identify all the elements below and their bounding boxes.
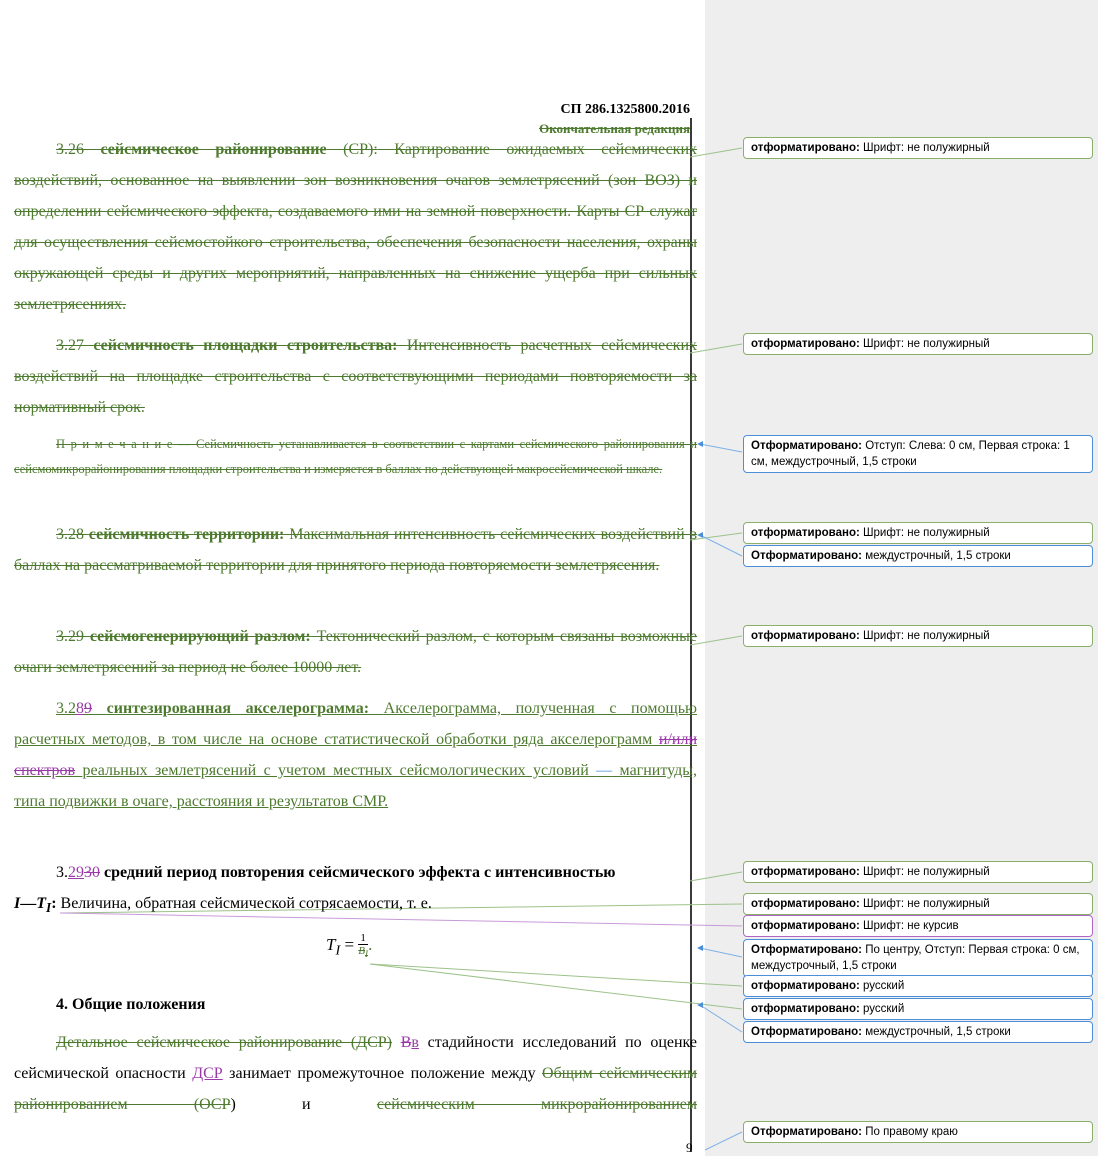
body-text: занимает промежуточное положение между: [229, 1065, 536, 1082]
clause-number-deleted: 30: [84, 864, 100, 881]
formula-tail: .: [368, 935, 373, 954]
clause-number: 3.: [56, 864, 68, 881]
term-symbol-t: T: [36, 895, 47, 912]
clause-number: 3.28: [56, 526, 84, 543]
comment-label: отформатировано:: [751, 338, 860, 350]
clause-term: средний период повторения сейсмического эффекта с интенсивностью: [104, 864, 616, 881]
clause-text: Величина, обратная сейсмической сотрясаемости, т. е.: [60, 895, 432, 912]
note-text: — Сейсмичность устанавливается в соответствии с картами сейсмического районирования и сейсмомикрорайонирования площадки строительства и измеряется в баллах по действующей макросейсмической шкале.: [14, 437, 697, 476]
formula-equals: =: [344, 935, 355, 954]
body-text: стадийности исследований по оценке сейсмической опасности: [14, 1034, 697, 1082]
section-heading: 4. Общие положения: [56, 996, 206, 1013]
paragraph-3-27: [14, 330, 697, 423]
paragraph-3-26: [14, 134, 697, 320]
paragraph-3-29: [14, 621, 697, 683]
comment-text: русский: [863, 1003, 905, 1015]
clause-text: Картирование ожидаемых сейсмических воздействий, основанное на выявлении зон возникновения очагов землетрясений (зон ВОЗ) и определении сейсмического эффекта, создаваемого ими на земной поверхности. Карты СР служат для осуществления сейсмостойкого строительства, обеспечения безопасности населения, охраны окружающей среды и других мероприятий, направленных на снижение ущерба при сильных землетрясениях.: [14, 141, 698, 313]
clause-number-inserted: 8: [76, 700, 84, 717]
clause-term: сейсмичность территории:: [88, 526, 285, 543]
comment-text: Шрифт: не полужирный: [863, 630, 990, 642]
page-number: 9: [686, 1140, 693, 1155]
formula: [326, 932, 372, 960]
comment-balloon[interactable]: [743, 522, 1093, 544]
paragraph-3-28: [14, 519, 697, 581]
edition-header: Окончательная редакция: [539, 121, 690, 136]
clause-term: сейсмичность площадки строительства:: [93, 337, 398, 354]
inserted-text: ДСР: [192, 1065, 223, 1082]
comment-text: Шрифт: не полужирный: [863, 527, 990, 539]
section-4-paragraph: [14, 1027, 697, 1120]
comment-label: отформатировано:: [751, 980, 860, 992]
paragraph-3-28-9: [14, 693, 697, 817]
comment-balloon[interactable]: [743, 333, 1093, 355]
clause-text: Акселерограмма, полученная с помощью расчетных методов, в том числе на основе статистической обработки ряда акселерограмм: [14, 700, 698, 748]
comment-label: Отформатировано:: [751, 440, 863, 452]
inserted-dash: —: [596, 762, 613, 779]
clause-number: 3.27: [56, 337, 84, 354]
term-dash: —: [20, 895, 37, 912]
term-colon: :: [51, 895, 57, 912]
comment-balloon[interactable]: [743, 435, 1093, 473]
comment-label: отформатировано:: [751, 630, 860, 642]
doc-code-header: СП 286.1325800.2016: [560, 102, 690, 117]
comment-label: отформатировано:: [751, 866, 860, 878]
comment-balloon[interactable]: [743, 915, 1093, 937]
clause-term: сейсмическое районирование: [100, 141, 327, 158]
note-label: П р и м е ч а н и е: [56, 437, 173, 451]
fraction-numerator: 1: [358, 932, 368, 945]
comment-label: Отформатировано:: [751, 550, 863, 562]
clause-text: Тектонический разлом, с которым связаны возможные очаги землетрясений за период не более 10000 лет.: [14, 628, 697, 676]
comment-text: междустрочный, 1,5 строки: [865, 1026, 1011, 1038]
denominator-symbol: B: [358, 945, 366, 957]
comment-balloon[interactable]: [743, 545, 1093, 567]
comment-balloon[interactable]: [743, 998, 1093, 1020]
comment-label: отформатировано:: [751, 527, 860, 539]
clause-number: 3.2: [56, 700, 76, 717]
deleted-text: Общим сейсмическим районированием (ОСР: [14, 1065, 697, 1113]
comment-text: Шрифт: не полужирный: [863, 898, 990, 910]
comment-balloon[interactable]: [743, 861, 1093, 883]
inserted-letter: в: [411, 1034, 419, 1051]
comment-text: Шрифт: не полужирный: [863, 866, 990, 878]
clause-text: Максимальная интенсивность сейсмических воздействий в баллах на рассматриваемой территории для принятого периода повторяемости землетрясения.: [14, 526, 697, 574]
term-symbol-i: I: [14, 895, 21, 912]
comment-label: отформатировано:: [751, 920, 860, 932]
comment-label: Отформатировано:: [751, 1126, 863, 1138]
comment-text: междустрочный, 1,5 строки: [865, 550, 1011, 562]
comment-text: Шрифт: не курсив: [863, 920, 959, 932]
comment-balloon[interactable]: [743, 975, 1093, 997]
comment-text: Отступ: Слева: 0 см, Первая строка: 1 см, междустрочный, 1,5 строки: [751, 440, 1070, 468]
comment-balloon[interactable]: [743, 1121, 1093, 1143]
body-text: ) и: [230, 1096, 311, 1113]
denominator-sub: I: [365, 949, 369, 960]
comment-text: По правому краю: [865, 1126, 958, 1138]
comment-label: отформатировано:: [751, 898, 860, 910]
note-paragraph: [14, 432, 697, 482]
clause-number: 3.29: [56, 628, 84, 645]
clause-number-deleted: 9: [84, 700, 92, 717]
deleted-letter: В: [400, 1034, 412, 1051]
clause-term: синтезированная акселерограмма:: [106, 700, 370, 717]
term-subscript: I: [46, 900, 52, 916]
formula-fraction: [358, 932, 368, 960]
comment-balloon[interactable]: [743, 939, 1093, 977]
deleted-text: Детальное сейсмическое районирование (ДСР): [56, 1034, 393, 1051]
deleted-text: и/или спектров: [14, 731, 698, 779]
clause-number-inserted: 29: [68, 864, 84, 881]
clause-text: магнитуды, типа подвижки в очаге, расстояния и результатов СМР.: [14, 762, 698, 810]
comment-text: русский: [863, 980, 905, 992]
clause-abbr: (СР):: [343, 141, 378, 158]
comment-label: отформатировано:: [751, 1003, 860, 1015]
comment-balloon[interactable]: [743, 893, 1093, 915]
clause-text: Интенсивность расчетных сейсмических воздействий на площадке строительства с соответствующими периодами повторяемости за нормативный срок.: [14, 337, 698, 416]
comment-label: Отформатировано:: [751, 944, 863, 956]
paragraph-3-29-30: [14, 857, 697, 923]
comment-balloon[interactable]: [743, 137, 1093, 159]
comment-label: Отформатировано:: [751, 1026, 863, 1038]
formula-lhs-sub: I: [335, 942, 341, 959]
comment-text: Шрифт: не полужирный: [863, 338, 990, 350]
fraction-denominator: [358, 945, 368, 960]
comment-text: По центру, Отступ: Первая строка: 0 см, междустрочный, 1,5 строки: [751, 944, 1080, 972]
comment-balloon[interactable]: [743, 1021, 1093, 1043]
comment-balloon[interactable]: [743, 625, 1093, 647]
clause-number: 3.26: [56, 141, 84, 158]
clause-term: сейсмогенерирующий разлом:: [89, 628, 311, 645]
comment-label: отформатировано:: [751, 142, 860, 154]
comment-text: Шрифт: не полужирный: [863, 142, 990, 154]
clause-text: реальных землетрясений с учетом местных сейсмологических условий: [82, 762, 589, 779]
deleted-text: сейсмическим микрорайонированием: [376, 1096, 697, 1113]
formula-lhs: T: [326, 935, 336, 954]
